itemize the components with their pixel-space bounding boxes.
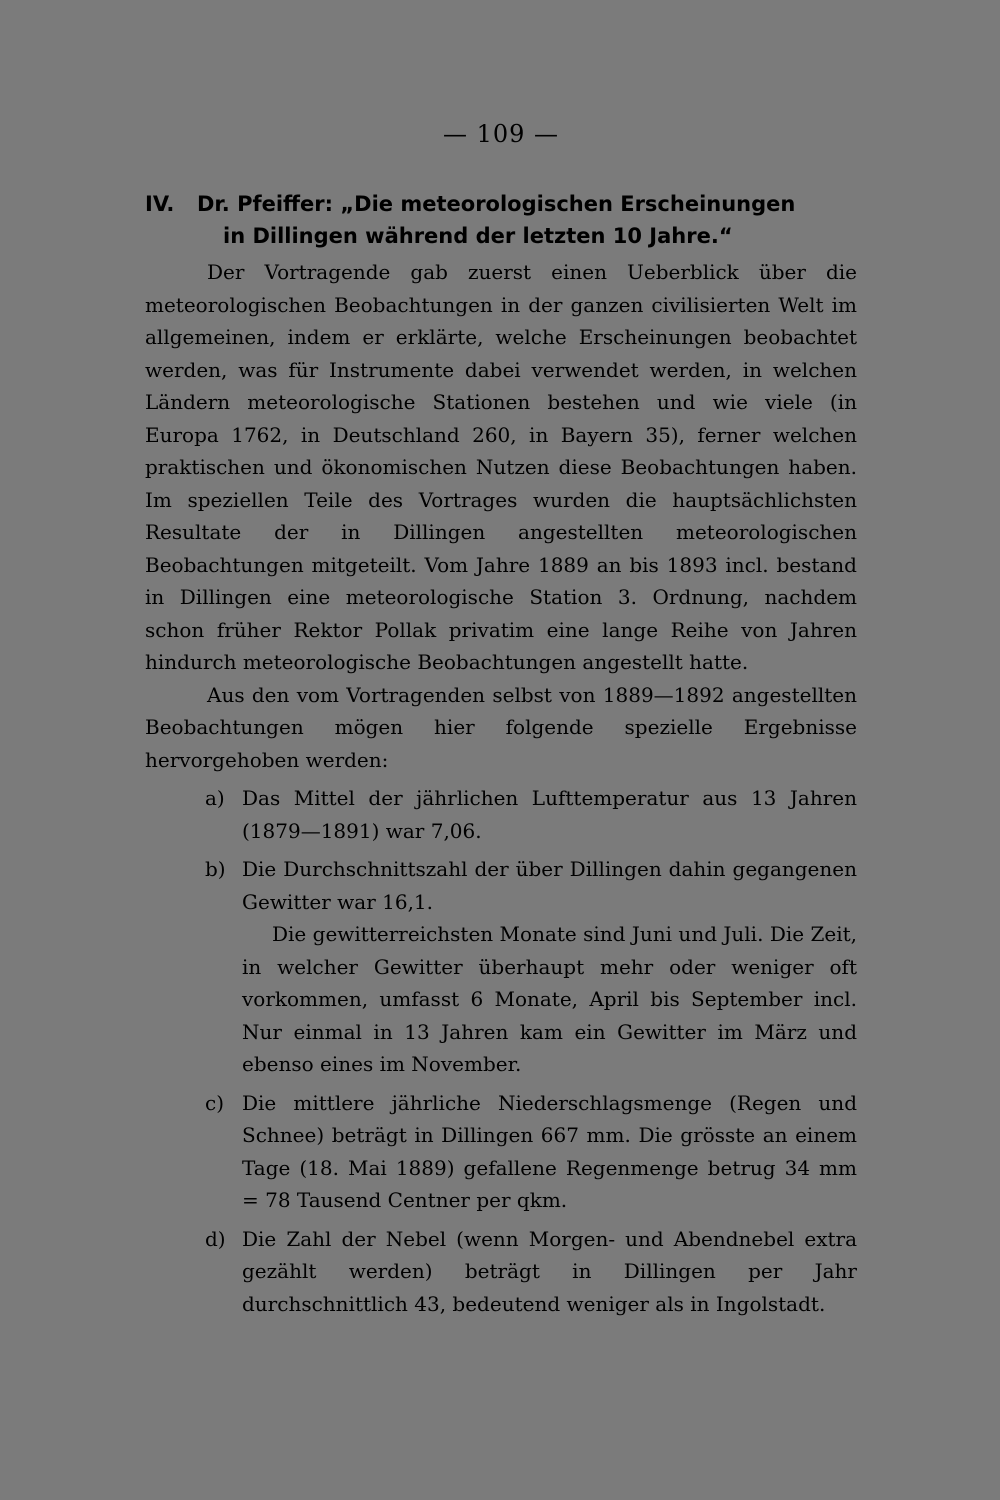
list-item-d — [145, 1223, 857, 1321]
list-label-a: a) — [205, 786, 225, 810]
list-text-b: Die Durchschnittszahl der über Dillingen dahin gegangenen Gewitter war 16,1. — [242, 857, 857, 914]
heading-line-2: in Dillingen während der letzten 10 Jahre.“ — [223, 224, 733, 248]
list-text-c: Die mittlere jährliche Niederschlagsmenge (Regen und Schnee) beträgt in Dillingen 667 mm. Die grösste an einem Tage (18. Mai 1889) gefallene Regenmenge betrug 34 mm = 78 Tausend Centner per qkm. — [242, 1090, 857, 1212]
paragraph-intro: Der Vortragende gab zuerst einen Ueberblick über die meteorologischen Beobachtungen in der ganzen civilisierten Welt im allgemeinen, indem er erklärte, welche Erscheinungen beobachtet werden, was für Instrumente dabei verwendet werden, in welchen Ländern meteorologische Stationen bestehen und wie viele (in Europa 1762, in Deutschland 260, in Bayern 35), ferner welchen praktischen und ökonomischen Nutzen diese Beobachtungen haben. Im speziellen Teile des Vortrages wurden die hauptsächlichsten Resultate der in Dillingen angestellten meteorologischen Beobachtungen mitgeteilt. Vom Jahre 1889 an bis 1893 incl. bestand in Dillingen eine meteorologische Station 3. Ordnung, nachdem schon früher Rektor Pollak privatim eine lange Reihe von Jahren hindurch meteorologische Beobachtungen angestellt hatte. — [145, 260, 857, 674]
paragraph-results-intro: Aus den vom Vortragenden selbst von 1889—1892 angestellten Beobachtungen mögen hier folgende spezielle Ergebnisse hervorgehoben werden: — [145, 682, 857, 772]
heading-line-1: Dr. Pfeiffer: „Die meteorologischen Erscheinungen — [197, 192, 796, 216]
list-label-d: d) — [205, 1226, 226, 1251]
list-item-c — [145, 1087, 857, 1217]
list-text-b-continuation: Die gewitterreichsten Monate sind Juni und Juli. Die Zeit, in welcher Gewitter überhaupt mehr oder weniger oft vorkommen, umfasst 6 Monate, April bis September incl. Nur einmal in 13 Jahren kam ein Gewitter im März und ebenso eines im November. — [242, 922, 857, 1076]
document-page — [145, 120, 857, 1320]
list-text-d: Die Zahl der Nebel (wenn Morgen- und Abendnebel extra gezählt werden) beträgt in Dillingen per Jahr durchschnittlich 43, bedeutend weniger als in Ingolstadt. — [242, 1226, 857, 1316]
page-number: — 109 — — [442, 120, 560, 148]
list-label-b: b) — [205, 857, 226, 881]
list-item-b-continuation — [145, 918, 857, 1081]
list-item-a — [145, 782, 857, 847]
list-label-c: c) — [205, 1090, 225, 1115]
list-item-b — [145, 853, 857, 918]
section-heading — [145, 188, 857, 252]
section-numeral: IV. — [145, 192, 175, 216]
list-text-a: Das Mittel der jährlichen Lufttemperatur aus 13 Jahren (1879—1891) war 7,06. — [242, 786, 857, 843]
